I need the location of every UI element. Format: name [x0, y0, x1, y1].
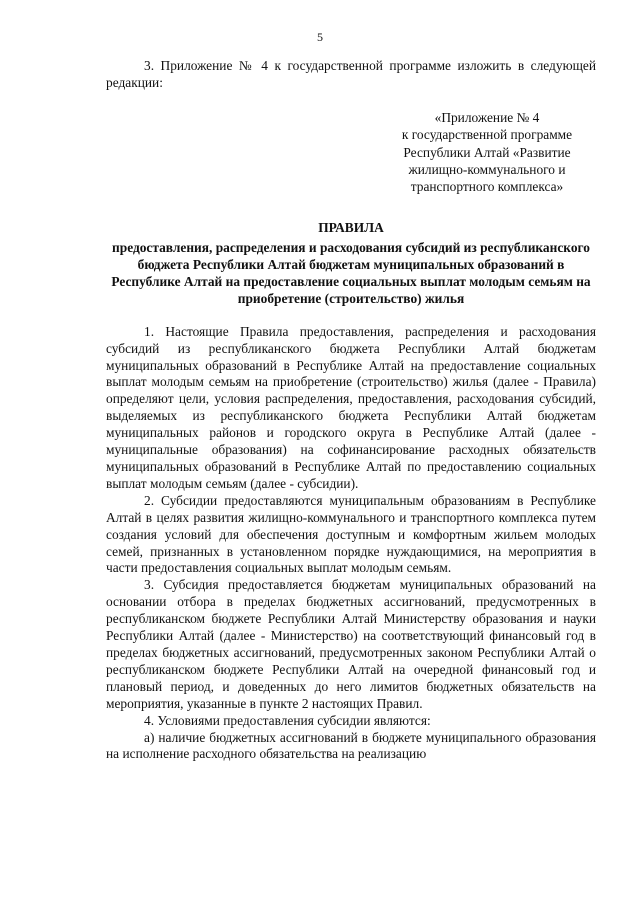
page-number: 5: [317, 30, 323, 44]
appendix-header: [382, 109, 592, 196]
rules-title: ПРАВИЛА: [318, 219, 384, 235]
paragraph-2: 2. Субсидии предоставляются муниципальным образованиям в Республике Алтай в целях развития жилищно-коммунального и транспортного комплекса путем создания условий для обеспечения доступным и комфортным жильем молодых семей, признанных в установленном порядке нуждающимися, на мероприятия в части предоставления социальных выплат молодым семьям.: [106, 492, 596, 576]
paragraph-4a: а) наличие бюджетных ассигнований в бюджете муниципального образования на исполнение расходного обязательства на реализацию: [106, 729, 596, 762]
intro-paragraph: 3. Приложение № 4 к государственной программе изложить в следующей редакции:: [106, 58, 596, 90]
appendix-line: Республики Алтай «Развитие: [403, 144, 571, 160]
document-body: [106, 58, 596, 763]
appendix-line: к государственной программе: [401, 127, 573, 143]
appendix-line: «Приложение № 4: [434, 109, 540, 125]
paragraph-4: 4. Условиями предоставления субсидии являются:: [144, 712, 431, 728]
appendix-line: транспортного комплекса»: [410, 179, 564, 195]
paragraph-1: 1. Настоящие Правила предоставления, распределения и расходования субсидий из республиканского бюджета Республики Алтай бюджетам муниципальных образований в Республике Алтай на предоставление социальных выплат молодым семьям на приобретение (строительство) жилья (далее - Правила) определяют цели, условия распределения, предоставления, расходования субсидий, выделяемых из республиканского бюджета Республики Алтай бюджетам муниципальных районов и городского округа в Республике Алтай (далее - муниципальные образования) на софинансирование расходных обязательств муниципальных образований в Республике Алтай по предоставлению социальных выплат молодым семьям (далее - субсидии).: [106, 323, 596, 491]
paragraph-3: 3. Субсидия предоставляется бюджетам муниципальных образований на основании отбора в пределах бюджетных ассигнований, предусмотренных в республиканском бюджете Республики Алтай Министерству образования и науки Республики Алтай (далее - Министерство) на соответствующий финансовый год в пределах бюджетных ассигнований, предусмотренных законом Республики Алтай о республиканском бюджете Республики Алтай на очередной финансовый год и плановый период, и доведенных до него лимитов бюджетных обязательств на мероприятия, указанные в пункте 2 настоящих Правил.: [106, 577, 596, 711]
appendix-line: жилищно-коммунального и: [408, 162, 566, 178]
rules-subtitle: предоставления, распределения и расходования субсидий из республиканского бюджета Республики Алтай бюджетам муниципальных образований в Республике Алтай на предоставление социальных выплат молодым семьям на приобретение (строительство) жилья: [111, 239, 591, 306]
